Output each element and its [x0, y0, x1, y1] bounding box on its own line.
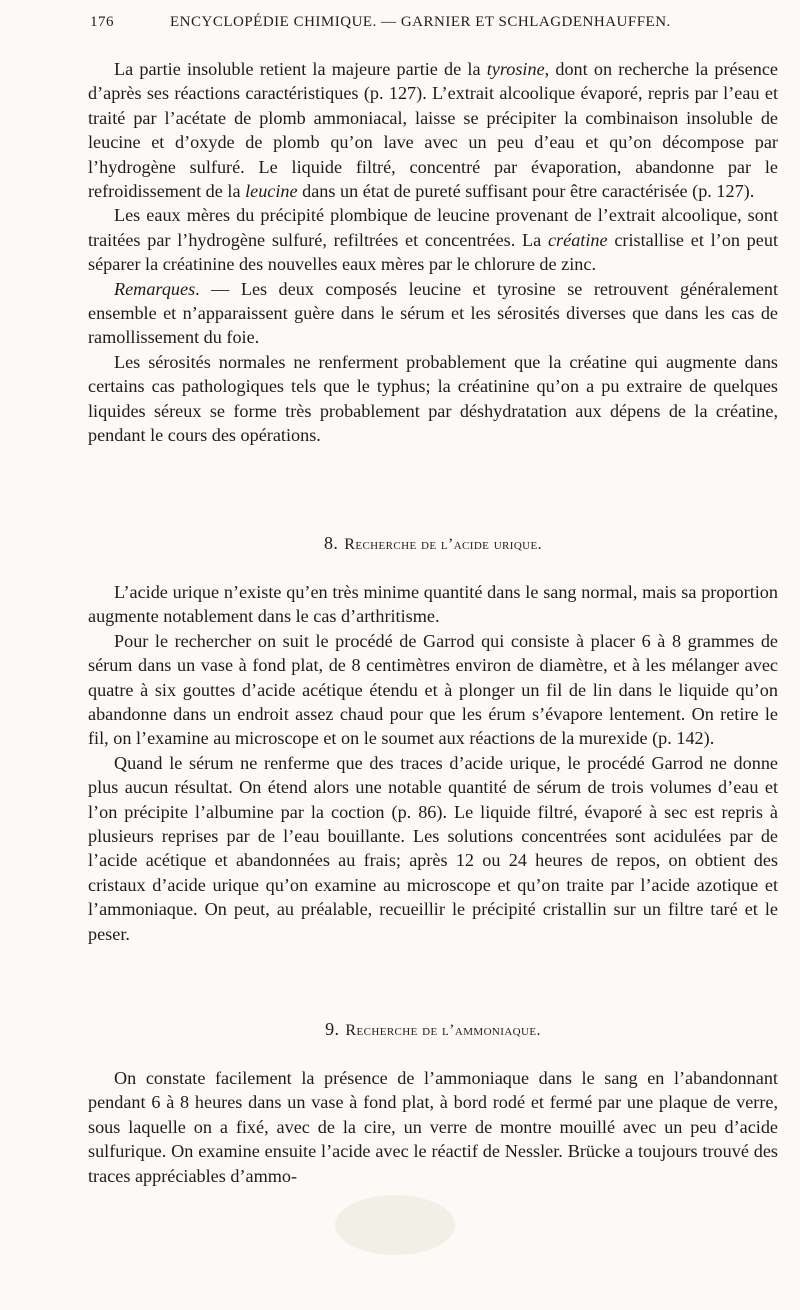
section-title: Recherche de l’ammoniaque.: [345, 1022, 541, 1039]
paragraph: Les eaux mères du précipité plombique de leucine provenant de l’extrait alcoolique, sont traitées par l’hydrogène sulfuré, refiltrées et concentrées. La créatine cristallise et l’on peut séparer la créatinine des nouvelles eaux mères par le chlorure de zinc.: [88, 205, 778, 275]
page-number: 176: [90, 14, 114, 30]
paragraph: La partie insoluble retient la majeure partie de la tyrosine, dont on recherche la présence d’après ses réactions caractéristiques (p. 127). L’extrait alcoolique évaporé, repris par l’eau et traité par l’acétate de plomb ammoniacal, laisse se précipiter la combinaison insoluble de leucine et d’oxyde de plomb qu’on lave avec un peu d’eau et qu’on décompose par l’hydrogène sulfuré. Le liquide filtré, concentré par évaporation, abandonne par le refroidissement de la leucine dans un état de pureté suffisant pour être caractérisée (p. 127).: [88, 59, 778, 202]
section-number: 8.: [323, 533, 339, 553]
paragraph: Les sérosités normales ne renferment probablement que la créatine qui augmente dans certains cas pathologiques tels que le typhus; la créatinine qu’on a pu extraire de quelques liquides séreux se forme très probablement par déshydratation aux dépens de la créatine, pendant le cours des opérations.: [88, 351, 778, 446]
paragraph: Pour le rechercher on suit le procédé de Garrod qui consiste à placer 6 à 8 grammes de sérum dans un vase à fond plat, de 8 centimètres environ de diamètre, et à les mélanger avec quatre à six gouttes d’acide acétique étendu et à plonger un fil de lin dans le liquide qu’on abandonne dans un endroit assez chaud pour que les érum s’évapore lentement. On retire le fil, on l’examine au microscope et on le soumet aux réactions de la murexide (p. 142).: [88, 630, 778, 749]
section-title: Recherche de l’acide urique.: [344, 536, 543, 553]
running-title: ENCYCLOPÉDIE CHIMIQUE. — GARNIER ET SCHLAGDENHAUFFEN.: [170, 14, 671, 30]
paragraph: Remarques. — Les deux composés leucine et tyrosine se retrouvent généralement ensemble et n’apparaissent guère dans le sérum et les sérosités diverses que dans les cas de ramollissement du foie.: [88, 278, 778, 348]
running-header: [90, 14, 790, 31]
intro-section: [88, 57, 778, 448]
paragraph: Quand le sérum ne renferme que des traces d’acide urique, le procédé Garrod ne donne plus aucun résultat. On étend alors une notable quantité de sérum de trois volumes d’eau et l’on précipite l’albumine par la coction (p. 86). Le liquide filtré, évaporé à sec est repris à plusieurs reprises par de l’eau bouillante. Les solutions concentrées sont acidulées par de l’acide acétique et abandonnées au frais; après 12 ou 24 heures de repos, on obtient des cristaux d’acide urique qu’on examine au microscope et qu’on traite par l’acide azotique et l’ammoniaque. On peut, au préalable, recueillir le précipité cristallin sur un filtre taré et le peser.: [88, 752, 778, 944]
section-heading-ammonia: [88, 1019, 778, 1040]
section-number: 9.: [325, 1019, 340, 1039]
paragraph: L’acide urique n’existe qu’en très minime quantité dans le sang normal, mais sa proportion augmente notablement dans le cas d’arthritisme.: [88, 582, 778, 627]
paper-stain: [335, 1195, 455, 1255]
section-heading-uric-acid: [88, 533, 778, 554]
ammonia-section: [88, 1066, 778, 1188]
uric-acid-section: [88, 580, 778, 946]
paragraph: On constate facilement la présence de l’ammoniaque dans le sang en l’abandonnant pendant 6 à 8 heures dans un vase à fond plat, à bord rodé et fermé par une plaque de verre, sous laquelle on a fixé, avec de la cire, un verre de montre mouillé avec un peu d’acide sulfurique. On examine ensuite l’acide avec le réactif de Nessler. Brücke a toujours trouvé des traces appréciables d’ammo-: [88, 1068, 778, 1186]
